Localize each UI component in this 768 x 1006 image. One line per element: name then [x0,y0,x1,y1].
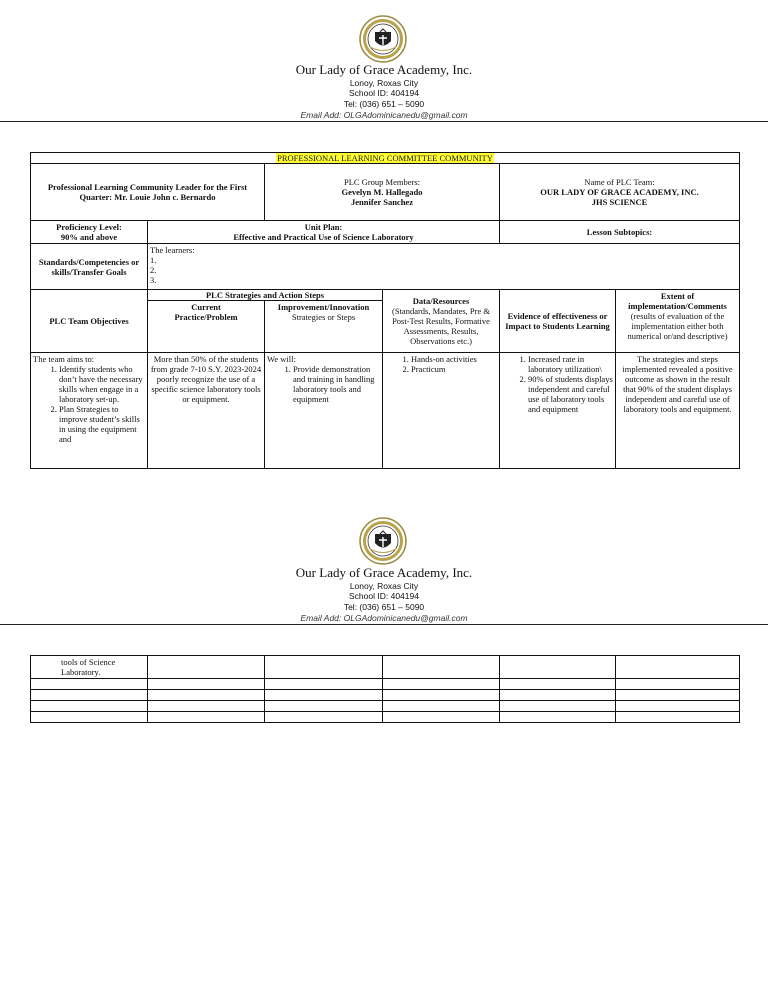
empty-cell [31,701,148,712]
empty-cell [500,679,616,690]
unit-plan-value: Effective and Practical Use of Science Laboratory [233,232,414,242]
empty-cell [31,712,148,723]
standards-cell [148,244,740,290]
objective-item: 1. Identify students who don’t have the necessary skills when engage in a laboratory set-up. [59,364,145,404]
plc-group-cell [265,164,500,221]
plc-leader-cell [31,164,265,221]
col-improvement-sub: Strategies or Steps [291,312,356,322]
empty-cell [148,679,265,690]
school-tel: Tel: (036) 651 – 5090 [343,602,425,612]
table-title: PROFESSIONAL LEARNING COMMITTEE COMMUNITY [277,153,493,163]
data-item: 2. Practicum [411,364,497,374]
empty-cell [265,701,383,712]
unit-plan-cell [148,221,500,244]
col-data-sub: (Standards, Mandates, Pre & Post-Test Results, Formative Assessments, Results, Observations etc.) [392,306,490,346]
standards-item: 2. [150,265,157,275]
empty-cell [383,656,500,679]
empty-cell [500,701,616,712]
standards-label: Standards/Competencies or skills/Transfer Goals [31,244,148,290]
empty-cell [383,712,500,723]
empty-cell [265,656,383,679]
empty-cell [616,690,740,701]
header-rule [0,121,768,122]
standards-item: 1. [150,255,157,265]
improvement-item: 1. Provide demonstration and training in handling laboratory tools and equipment [293,364,380,404]
evidence-cell [500,353,616,469]
col-extent-sub: (results of evaluation of the implementation either both numerical or/and descriptive) [627,311,728,341]
plc-group-member: Gevelyn M. Hallegado [341,187,423,197]
plc-table [30,152,740,469]
empty-cell [616,712,740,723]
improvement-cell [265,353,383,469]
school-seal-logo [358,516,408,566]
data-item: 1. Hands-on activities [411,354,497,364]
empty-cell [500,712,616,723]
school-id: School ID: 404194 [349,591,419,601]
col-current-line: Practice/Problem [174,312,238,322]
empty-cell [500,656,616,679]
proficiency-label: Proficiency Level: [56,222,122,232]
current-practice-cell: More than 50% of the students from grade 7-10 S.Y. 2023-2024 poorly recognize the use of a specific science laboratory tools or equipment. [148,353,265,469]
plc-team-cell [500,164,740,221]
col-evidence-header: Evidence of effectiveness or Impact to Students Learning [500,290,616,353]
plc-leader-name: Mr. Louie John c. Bernardo [114,192,216,202]
empty-cell [616,656,740,679]
school-name: Our Lady of Grace Academy, Inc. [295,62,473,77]
empty-cell [265,679,383,690]
unit-plan-label: Unit Plan: [304,222,343,232]
empty-cell [383,679,500,690]
school-id: School ID: 404194 [349,88,419,98]
plc-team-name: OUR LADY OF GRACE ACADEMY, INC. [540,187,699,197]
data-resources-cell [383,353,500,469]
lesson-subtopics-cell [500,221,740,244]
objectives-cell [31,353,148,469]
objective-continuation: tools of Science Laboratory. [61,657,116,677]
school-name: Our Lady of Grace Academy, Inc. [295,565,473,580]
evidence-item: 1. Increased rate in laboratory utilization\ [528,354,613,374]
school-tel: Tel: (036) 651 – 5090 [343,99,425,109]
col-extent-title: Extent of implementation/Comments [628,291,727,311]
proficiency-cell [31,221,148,244]
school-email: Email Add: OLGAdominicanedu@gmail.com [300,110,468,120]
plc-team-dept: JHS SCIENCE [591,197,648,207]
lesson-subtopics-label: Lesson Subtopics: [586,227,653,237]
school-seal-logo [358,14,408,64]
empty-cell [31,690,148,701]
school-address: Lonoy, Roxas City [349,78,419,88]
evidence-item: 2. 90% of students displays independent and careful use of laboratory tools and equipment [528,374,613,414]
col-strategies-header: PLC Strategies and Action Steps [148,290,383,301]
standards-intro: The learners: [150,245,195,255]
empty-cell [31,679,148,690]
empty-cell [616,679,740,690]
empty-cell [383,701,500,712]
plc-group-label: PLC Group Members: [343,177,421,187]
empty-cell [148,712,265,723]
objective-item: 2. Plan Strategies to improve student’s skills in using the equipment and [59,404,145,444]
empty-cell [148,701,265,712]
col-objectives-header: PLC Team Objectives [31,290,148,353]
header-rule [0,624,768,625]
plc-table-continued [30,655,740,723]
plc-group-member: Jennifer Sanchez [351,197,413,207]
col-improvement-title: Improvement/Innovation [277,302,370,312]
empty-cell [148,656,265,679]
objectives-cell [31,656,148,679]
standards-item: 3. [150,275,157,285]
col-data-header [383,290,500,353]
school-email: Email Add: OLGAdominicanedu@gmail.com [300,613,468,623]
empty-cell [148,690,265,701]
empty-cell [500,690,616,701]
col-current-header [148,301,265,353]
school-address: Lonoy, Roxas City [349,581,419,591]
table-title-cell [31,153,740,164]
empty-cell [383,690,500,701]
empty-cell [616,701,740,712]
plc-leader-label: Professional Learning Community Leader for the First Quarter: [47,182,248,202]
proficiency-value: 90% and above [60,232,118,242]
improvement-intro: We will: [267,354,296,364]
plc-team-label: Name of PLC Team: [584,177,655,187]
empty-cell [265,690,383,701]
col-improvement-header [265,301,383,353]
col-current-line: Current [191,302,221,312]
empty-cell [265,712,383,723]
objectives-intro: The team aims to: [33,354,95,364]
extent-cell: The strategies and steps implemented revealed a positive outcome as shown in the result that 90% of the student displays independent and careful use of laboratory tools and equipment. [616,353,740,469]
col-data-title: Data/Resources [412,296,470,306]
col-extent-header [616,290,740,353]
